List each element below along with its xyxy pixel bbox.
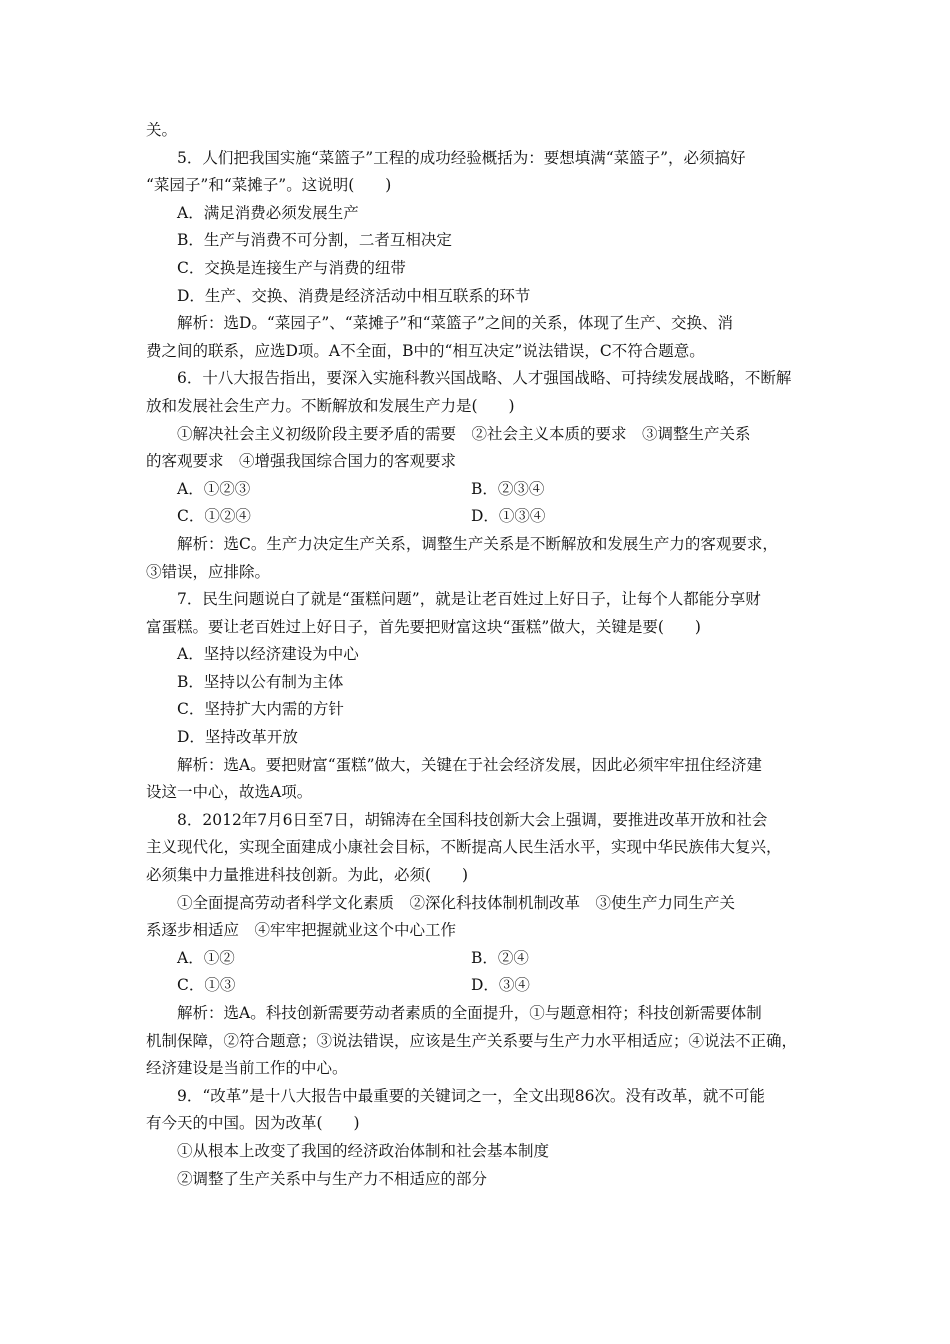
question-8-options-row2 — [146, 972, 816, 1000]
question-5-option-c: C．交换是连接生产与消费的纽带 — [177, 258, 406, 277]
question-7-stem-cont: 富蛋糕。要让老百姓过上好日子，首先要把财富这块“蛋糕”做大，关键是要( ) — [146, 617, 701, 636]
text-line: 关。 — [146, 121, 178, 139]
question-6-analysis: 解析：选C。生产力决定生产关系，调整生产关系是不断解放和发展生产力的客观要求， — [177, 534, 778, 553]
question-6-items-cont: 的客观要求 ④增强我国综合国力的客观要求 — [146, 452, 457, 471]
question-5-option-a: A．满足消费必须发展生产 — [177, 203, 359, 222]
question-8-option-b: B．②④ — [471, 948, 529, 967]
question-6-option-d: D．①③④ — [471, 507, 546, 526]
question-6-option-c: C．①②④ — [177, 507, 251, 526]
question-8-analysis-cont: 机制保障，②符合题意；③说法错误，应该是生产关系要与生产力水平相适应；④说法不正确， — [146, 1031, 798, 1050]
question-7-option-a: A．坚持以经济建设为中心 — [177, 645, 359, 664]
question-8-items-cont: 系逐步相适应 ④牢牢把握就业这个中心工作 — [146, 921, 457, 940]
question-8-stem-cont2: 必须集中力量推进科技创新。为此，必须( ) — [146, 866, 469, 885]
question-9-stem: 9．“改革”是十八大报告中最重要的关键词之一，全文出现86次。没有改革，就不可能 — [177, 1086, 765, 1105]
question-8-stem: 8．2012年7月6日至7日，胡锦涛在全国科技创新大会上强调，要推进改革开放和社会 — [177, 810, 768, 829]
question-6-items: ①解决社会主义初级阶段主要矛盾的需要 ②社会主义本质的要求 ③调整生产关系 — [177, 424, 751, 443]
question-8-items: ①全面提高劳动者科学文化素质 ②深化科技体制机制改革 ③使生产力同生产关 — [177, 893, 736, 912]
question-6-analysis-cont: ③错误，应排除。 — [146, 562, 271, 581]
question-8-options-row1 — [146, 945, 816, 973]
question-8-analysis-cont2: 经济建设是当前工作的中心。 — [146, 1059, 348, 1078]
question-6-option-a: A．①②③ — [177, 479, 251, 498]
question-8-option-d: D．③④ — [471, 976, 530, 995]
question-5-analysis: 解析：选D。“菜园子”、“菜摊子”和“菜篮子”之间的关系，体现了生产、交换、消 — [177, 314, 733, 333]
question-5-option-d: D．生产、交换、消费是经济活动中相互联系的环节 — [177, 286, 531, 305]
document-body — [146, 117, 816, 1193]
question-8-stem-cont: 主义现代化，实现全面建成小康社会目标，不断提高人民生活水平，实现中华民族伟大复兴， — [146, 838, 782, 857]
question-6-options-row1 — [146, 476, 816, 504]
question-7-analysis: 解析：选A。要把财富“蛋糕”做大，关键在于社会经济发展，因此必须牢牢扭住经济建 — [177, 755, 763, 774]
question-5-stem-cont: “菜园子”和“菜摊子”。这说明( ) — [146, 176, 392, 195]
question-7-option-d: D．坚持改革开放 — [177, 728, 298, 747]
question-5-option-b: B．生产与消费不可分割，二者互相决定 — [177, 231, 452, 250]
question-5-stem: 5．人们把我国实施“菜篮子”工程的成功经验概括为：要想填满“菜篮子”，必须搞好 — [177, 148, 746, 167]
question-6-stem-cont: 放和发展社会生产力。不断解放和发展生产力是( ) — [146, 396, 515, 415]
question-7-option-c: C．坚持扩大内需的方针 — [177, 700, 344, 719]
question-7-stem: 7．民生问题说白了就是“蛋糕问题”，就是让老百姓过上好日子，让每个人都能分享财 — [177, 590, 761, 609]
question-7-analysis-cont: 设这一中心，故选A项。 — [146, 783, 313, 802]
question-6-options-row2 — [146, 503, 816, 531]
question-8-option-c: C．①③ — [177, 976, 236, 995]
question-9-item-2: ②调整了生产关系中与生产力不相适应的部分 — [177, 1169, 488, 1188]
question-8-analysis: 解析：选A。科技创新需要劳动者素质的全面提升，①与题意相符；科技创新需要体制 — [177, 1004, 762, 1022]
question-6-stem: 6．十八大报告指出，要深入实施科教兴国战略、人才强国战略、可持续发展战略，不断解 — [177, 369, 792, 388]
question-9-item-1: ①从根本上改变了我国的经济政治体制和社会基本制度 — [177, 1141, 550, 1160]
question-8-option-a: A．①② — [177, 948, 235, 967]
question-7-option-b: B．坚持以公有制为主体 — [177, 672, 344, 691]
question-9-stem-cont: 有今天的中国。因为改革( ) — [146, 1114, 360, 1133]
question-5-analysis-cont: 费之间的联系，应选D项。A不全面，B中的“相互决定”说法错误，C不符合题意。 — [146, 341, 705, 360]
question-6-option-b: B．②③④ — [471, 479, 545, 498]
